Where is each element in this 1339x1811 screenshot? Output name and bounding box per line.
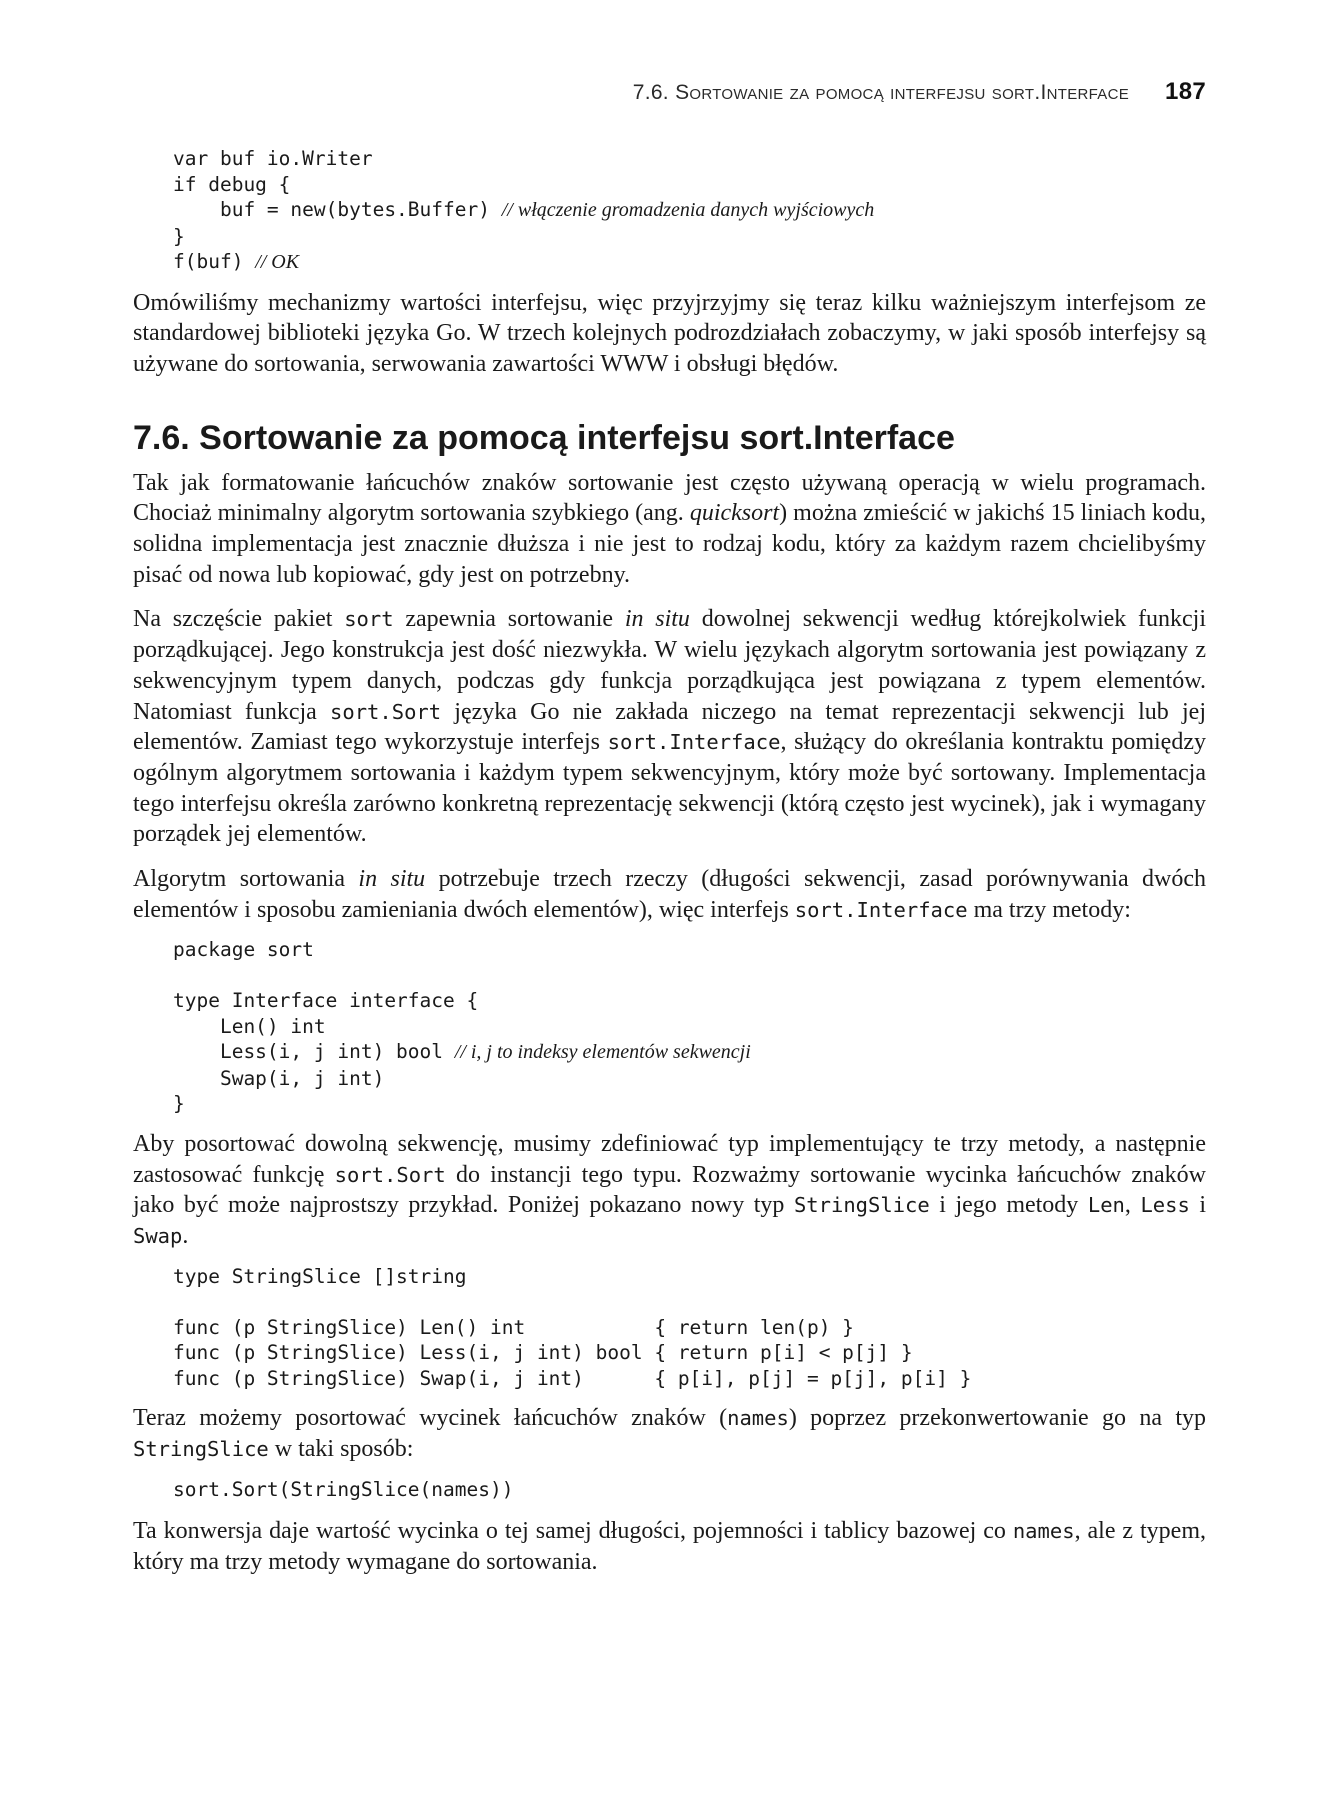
paragraph-intro: Omówiliśmy mechanizmy wartości interfejsu, więc przyjrzyjmy się teraz kilku ważniejszym interfejsom ze standardowej biblioteki języka Go. W trzech kolejnych podrozdziałach zobaczymy, w jaki sposób interfejsy są używane do sortowania, serwowania zawartości WWW i obsługi błędów. (133, 289, 1206, 377)
paragraph-three-methods: Algorytm sortowania in situ potrzebuje trzech rzeczy (długości sekwencji, zasad porównywania dwóch elementów i sposobu zamieniania dwóch elementów), więc interfejs sort.Interface ma trzy metody: (133, 866, 1207, 923)
code-line: if debug { (173, 172, 291, 196)
code-comment: // włączenie gromadzenia danych wyjściowych (501, 199, 875, 221)
code-block-interface (173, 937, 1206, 1117)
code-line: f(buf) (173, 250, 256, 273)
code-line: sort.Sort(StringSlice(names)) (173, 1477, 514, 1501)
code-line: Len() int (173, 1014, 326, 1038)
code-comment: // i, j to indeksy elementów sekwencji (454, 1041, 751, 1064)
running-header-title: 7.6. Sortowanie za pomocą interfejsu sort.Interface (632, 81, 1130, 104)
book-page (133, 0, 1206, 1811)
code-comment: // OK (255, 251, 300, 273)
code-line: var buf io.Writer (173, 147, 373, 170)
code-line: func (p StringSlice) Less(i, j int) bool { return p[i] < p[j] } (173, 1341, 913, 1365)
code-line: } (173, 224, 185, 248)
code-line: package sort (173, 938, 314, 962)
running-header (133, 78, 1206, 106)
code-block-stringslice (173, 1264, 1206, 1392)
paragraph-conversion-result: Ta konwersja daje wartość wycinka o tej samej długości, pojemności i tablicy bazowej co names, ale z typem, który ma trzy metody wymagane do sortowania. (133, 1518, 1206, 1575)
paragraph-convert: Teraz możemy posortować wycinek łańcuchów znaków (names) poprzez przekonwertowanie go na typ StringSlice w taki sposób: (133, 1405, 1206, 1462)
code-block-buffer (173, 146, 1206, 276)
section-heading: 7.6. Sortowanie za pomocą interfejsu sort.Interface (133, 418, 955, 457)
code-block-sort-call (173, 1477, 1206, 1503)
paragraph-string-slice: Aby posortować dowolną sekwencję, musimy zdefiniować typ implementujący te trzy metody, a następnie zastosować funkcję sort.Sort do instancji tego typu. Rozważmy sortowanie wycinka łańcuchów znaków jako być może najprostszy przykład. Poniżej pokazano nowy typ StringSlice i jego metody Len, Less i Swap. (133, 1130, 1207, 1250)
code-line: Swap(i, j int) (173, 1066, 385, 1090)
paragraph-sorting-intro: Tak jak formatowanie łańcuchów znaków sortowanie jest często używaną operacją w wielu programach. Chociaż minimalny algorytm sortowania szybkiego (ang. quicksort) można zmieścić w jakichś 15 liniach kodu, solidna implementacja jest znacznie dłuższa i nie jest to rodzaj kodu, który za każdym razem chcielibyśmy pisać od nowa lub kopiować, gdy jest on potrzebny. (133, 469, 1206, 588)
page-number: 187 (1165, 78, 1206, 105)
code-line: func (p StringSlice) Len() int { return len(p) } (173, 1315, 854, 1339)
code-line: buf = new(bytes.Buffer) (173, 198, 502, 221)
code-line: type StringSlice []string (173, 1264, 467, 1288)
code-line: Less(i, j int) bool (173, 1040, 455, 1064)
code-line: func (p StringSlice) Swap(i, j int) { p[i], p[j] = p[j], p[i] } (173, 1366, 972, 1390)
code-line: type Interface interface { (173, 989, 479, 1013)
paragraph-sort-package: Na szczęście pakiet sort zapewnia sortowanie in situ dowolnej sekwencji według którejkolwiek funkcji porządkującej. Jego konstrukcja jest dość niezwykła. W wielu językach algorytm sortowania jest powiązany z sekwencyjnym typem danych, podczas gdy funkcja porządkująca jest powiązana z typem elementów. Natomiast funkcja sort.Sort języka Go nie zakłada niczego na temat reprezentacji sekwencji lub jej elementów. Zamiast tego wykorzystuje interfejs sort.Interface, służący do określania kontraktu pomiędzy ogólnym algorytmem sortowania i każdym typem sekwencyjnym, który może być sortowany. Implementacja tego interfejsu określa zarówno konkretną reprezentację sekwencji (którą często jest wycinek), jak i wymagany porządek jej elementów. (133, 606, 1207, 848)
code-line: } (173, 1092, 185, 1116)
page-content (133, 146, 1206, 1578)
